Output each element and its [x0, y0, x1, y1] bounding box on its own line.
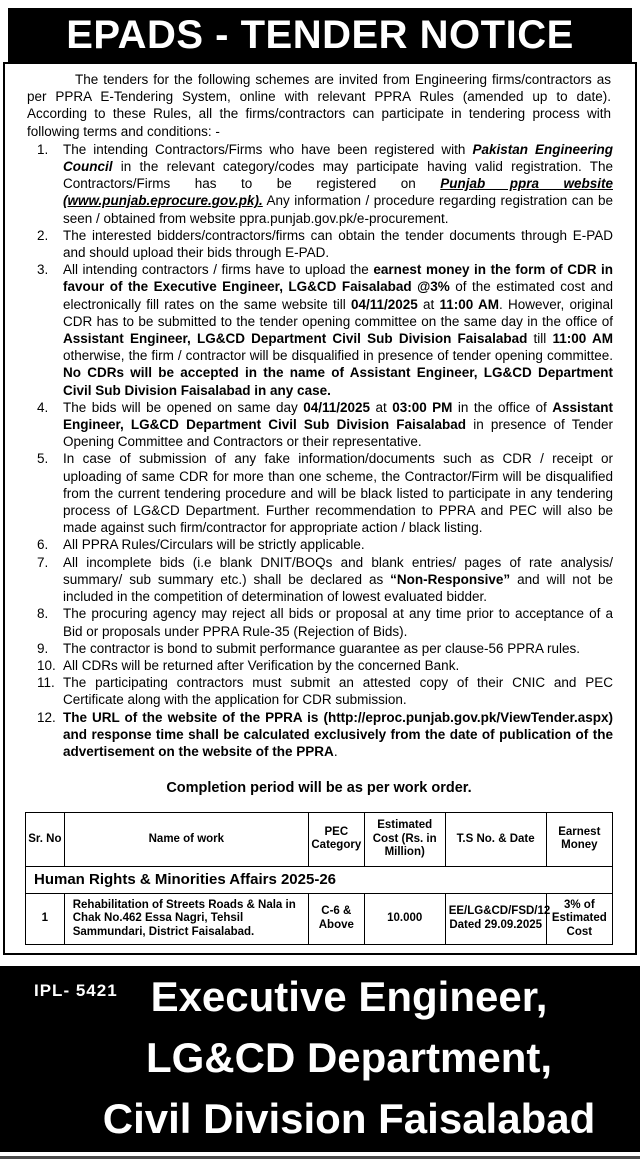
term-text: All CDRs will be returned after Verification by the concerned Bank. — [63, 657, 460, 673]
term-item — [25, 261, 613, 399]
term-text: The interested bidders/contractors/firms can obtain the tender documents through E-PAD and should upload their bids through E-PAD. — [63, 227, 613, 261]
term-text: The procuring agency may reject all bids or proposal at any time prior to acceptance of a Bid or proposals under PPRA Rule-35 (Rejection of Bids). — [63, 606, 613, 639]
cell-ts-no-date: EE/LG&CD/FSD/12 Dated 29.09.2025 — [445, 893, 546, 945]
table-row — [26, 893, 613, 945]
ipl-number: IPL- 5421 — [34, 981, 118, 1000]
term-item — [25, 554, 613, 606]
term-item — [25, 536, 613, 553]
signatory-line-1: Executive Engineer, — [150, 973, 548, 1020]
intro-paragraph: The tenders for the following schemes are invited from Engineering firms/contractors as per PPRA E-Tendering System, online with relevant PPRA Rules (amended up to date). According to these Rules, all the firms/contractors can participate in tendering process with following terms and conditions: - — [27, 72, 611, 139]
term-text: All PPRA Rules/Circulars will be strictly applicable. — [63, 537, 365, 553]
term-number: 2. — [37, 227, 49, 243]
section-title: Human Rights & Minorities Affairs 2025-26 — [26, 866, 613, 893]
term-number: 3. — [37, 262, 49, 278]
term-text: The URL of the website of the PPRA is (http://eproc.punjab.gov.pk/ViewTender.aspx) and response time shall be calculated exclusively from the date of publication of the advertisement on the website of the PPRA. — [63, 709, 613, 759]
col-header-earnest-money: Earnest Money — [546, 813, 612, 867]
notice-body — [3, 62, 637, 955]
col-header-estimated-cost: Estimated Cost (Rs. in Million) — [364, 813, 445, 867]
term-item — [25, 709, 613, 761]
footer-band — [0, 966, 640, 1152]
col-header-sr-no: Sr. No — [26, 813, 65, 867]
term-number: 10. — [37, 657, 56, 673]
page-title: EPADS - TENDER NOTICE — [66, 12, 574, 57]
signatory-line-3: Civil Division Faisalabad — [102, 1095, 596, 1142]
term-number: 6. — [37, 537, 49, 553]
term-text: All intending contractors / firms have to upload the earnest money in the form of CDR in favour of the Executive Engineer, LG&CD Faisalabad @3% of the estimated cost and electronically fill rates on the same website till 04/11/2025 at 11:00 AM. However, original CDR has to be submitted to the tender opening committee on the same day in the office of Assistant Engineer, LG&CD Department Civil Sub Division Faisalabad till 11:00 AM otherwise, the firm / contractor will be disqualified in presence of tender opening committee. No CDRs will be accepted in the name of Assistant Engineer, LG&CD Department Civil Sub Division Faisalabad in any case. — [63, 262, 614, 398]
cell-pec-category: C-6 & Above — [308, 893, 364, 945]
term-text: The participating contractors must submit an attested copy of their CNIC and PEC Certificate along with the application for CDR submission. — [63, 675, 613, 708]
term-item — [25, 605, 613, 639]
signatory-line-2: LG&CD Department, — [145, 1034, 553, 1081]
footer — [0, 966, 640, 1159]
term-item — [25, 227, 613, 261]
term-item — [25, 399, 613, 451]
section-row — [26, 866, 613, 893]
table-header-row — [26, 813, 613, 867]
term-number: 5. — [37, 451, 49, 467]
term-number: 12. — [37, 709, 56, 725]
term-text: The intending Contractors/Firms who have been registered with Pakistan Engineering Council in the relevant category/codes may participate having valid registration. The Contractors/Firms has to be registered on Punjab ppra website (www.punjab.eprocure.gov.pk). Any information / procedure regarding registration can be seen / obtained from website ppra.punjab.gov.pk/e-procurement. — [63, 141, 613, 226]
cell-estimated-cost: 10.000 — [364, 893, 445, 945]
term-item — [25, 674, 613, 708]
term-item — [25, 141, 613, 227]
term-text: In case of submission of any fake information/documents such as CDR / receipt or uploading of same CDR for more than one scheme, the Contractor/Firm will be disqualified from the current tendering procedure and will be black listed to participate in any tendering process of LG&CD Department. Further recommendation to PPRA and PEC will also be made against such firm/contractor for appropriate action / black listing. — [63, 451, 613, 536]
cell-name-of-work: Rehabilitation of Streets Roads & Nala in Chak No.462 Essa Nagri, Tehsil Sammundari, District Faisalabad. — [64, 893, 308, 945]
term-number: 11. — [37, 675, 55, 691]
cell-earnest-money: 3% of Estimated Cost — [546, 893, 612, 945]
term-text: All incomplete bids (i.e blank DNIT/BOQs and blank entries/ pages of rate analysis/ summary/ sub summary etc.) shall be declared as “Non-Responsive” and will not be included in the competition of determination of lowest evaluated bidder. — [63, 554, 613, 605]
term-number: 1. — [37, 141, 49, 157]
term-number: 8. — [37, 606, 49, 622]
term-number: 4. — [37, 399, 49, 415]
col-header-pec-category: PEC Category — [308, 813, 364, 867]
term-item — [25, 640, 613, 657]
col-header-ts-no-date: T.S No. & Date — [445, 813, 546, 867]
terms-list — [25, 141, 613, 760]
term-item — [25, 450, 613, 536]
term-number: 7. — [37, 554, 49, 570]
term-text: The contractor is bond to submit performance guarantee as per clause-56 PPRA rules. — [63, 640, 581, 656]
col-header-name-of-work: Name of work — [64, 813, 308, 867]
term-number: 9. — [37, 640, 49, 656]
term-item — [25, 657, 613, 674]
term-text: The bids will be opened on same day 04/11/2025 at 03:00 PM in the office of Assistant Engineer, LG&CD Department Civil Sub Division Faisalabad in presence of Tender Opening Committee and Contractors or their representative. — [63, 399, 614, 450]
completion-note: Completion period will be as per work order. — [166, 780, 472, 797]
title-band — [8, 8, 632, 62]
cell-sr-no: 1 — [26, 893, 65, 945]
schemes-table — [25, 812, 613, 945]
